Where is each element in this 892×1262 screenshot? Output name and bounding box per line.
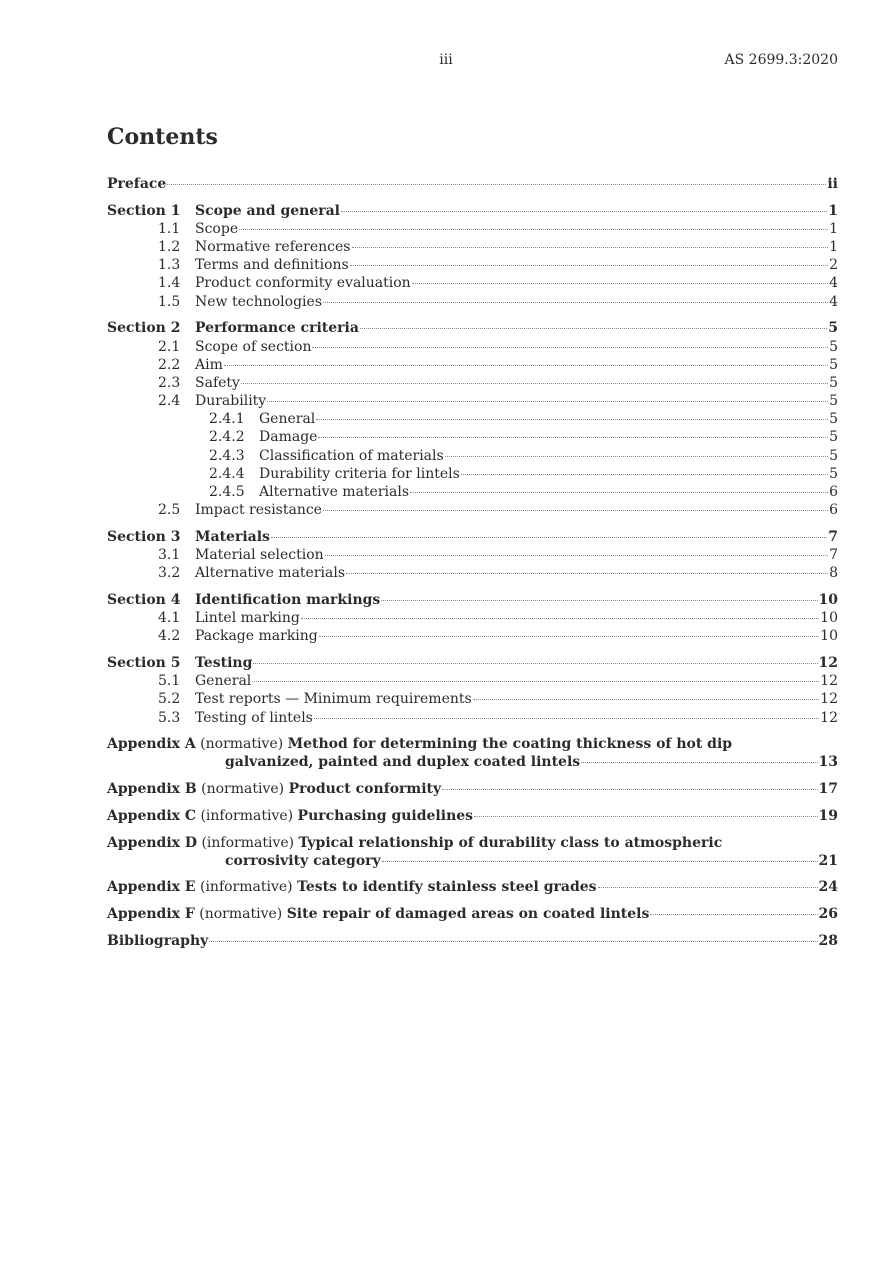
clause-title: Impact resistance (195, 502, 322, 519)
subclause-number: 2.4.2 (209, 429, 245, 446)
clause-title: Alternative materials (195, 565, 346, 582)
dot-leader (346, 573, 828, 574)
dot-leader (209, 941, 817, 942)
appendix-title: Typical relationship of durability class to atmospheric (298, 834, 723, 851)
toc-entry-appendix[interactable] (107, 905, 838, 923)
dot-leader (252, 681, 819, 682)
toc-entry-clause[interactable] (107, 609, 838, 627)
clause-title: Normative references (195, 239, 351, 256)
subclause-title: Alternative materials (259, 484, 410, 500)
clause-page: 1 (829, 239, 838, 256)
toc-entry-clause[interactable] (107, 709, 838, 727)
clause-number: 4.2 (158, 628, 181, 645)
dot-leader (253, 663, 817, 664)
toc-entry-appendix[interactable] (107, 878, 838, 896)
dot-leader (325, 555, 828, 556)
appendix-type: (normative) (201, 781, 285, 798)
clause-page: 4 (829, 293, 838, 310)
clause-number: 3.2 (158, 565, 181, 582)
subclause-title: Durability criteria for lintels (259, 465, 460, 482)
toc-entry-clause[interactable] (107, 690, 838, 708)
clause-title: Material selection (195, 547, 324, 564)
toc-entry-section[interactable] (107, 202, 838, 220)
appendix-heading (107, 905, 649, 923)
document-id: AS 2699.3:2020 (724, 52, 838, 68)
toc-entry-clause[interactable] (107, 220, 838, 238)
toc-entry-clause[interactable] (107, 274, 838, 292)
appendix-title-cont: corrosivity category (225, 852, 381, 869)
appendix-label: Appendix D (107, 834, 197, 851)
clause-number: 2.4 (158, 393, 181, 410)
clause-title: Test reports — Minimum requirements (195, 691, 472, 708)
clause-title: Testing of lintels (195, 709, 313, 726)
appendix-line (107, 807, 838, 825)
dot-leader (650, 914, 817, 915)
dot-leader (318, 437, 828, 438)
dot-leader (241, 383, 828, 384)
toc-entry-clause[interactable] (107, 501, 838, 519)
clause-page: 12 (820, 709, 838, 726)
clause-page: 4 (829, 275, 838, 292)
appendix-page: 13 (818, 754, 838, 771)
section-page: 7 (828, 528, 838, 545)
clause-title: Scope (195, 220, 239, 237)
section-title: Testing (195, 655, 253, 671)
clause-number: 2.3 (158, 374, 181, 391)
subclause-page: 5 (829, 411, 838, 428)
clause-title: Safety (195, 374, 240, 391)
dot-leader (239, 229, 828, 230)
section-title: Scope and general (195, 202, 341, 219)
clause-page: 2 (829, 257, 838, 274)
dot-leader (412, 283, 828, 284)
clause-number: 2.2 (158, 356, 181, 373)
section-title: Identification markings (195, 591, 381, 608)
subclause-number: 2.4.1 (209, 411, 245, 428)
appendix-page: 17 (818, 781, 838, 798)
clause-page: 5 (829, 393, 838, 410)
dot-leader (360, 328, 827, 329)
dot-leader (323, 302, 828, 303)
dot-leader (445, 456, 828, 457)
clause-page: 6 (829, 502, 838, 519)
subclause-page: 5 (829, 429, 838, 446)
dot-leader (350, 265, 828, 266)
clause-number: 2.5 (158, 502, 181, 519)
dot-leader (381, 600, 817, 601)
dot-leader (382, 861, 818, 862)
clause-number: 1.4 (158, 275, 181, 292)
section-page: 10 (818, 591, 838, 608)
toc-entry-clause[interactable] (107, 374, 838, 392)
clause-page: 5 (829, 338, 838, 355)
appendix-line (107, 878, 838, 896)
clause-page: 8 (829, 565, 838, 582)
appendix-title: Purchasing guidelines (297, 807, 474, 824)
subclause-page: 5 (829, 465, 838, 482)
toc-entry-clause[interactable] (107, 546, 838, 564)
subclause-page: 5 (829, 447, 838, 464)
dot-leader (271, 537, 827, 538)
clause-title: Lintel marking (195, 610, 300, 627)
dot-leader (323, 510, 828, 511)
toc-entry-appendix[interactable] (107, 807, 838, 825)
appendix-heading (107, 780, 441, 798)
section-page: 1 (828, 202, 838, 219)
toc-entry-subclause[interactable] (107, 465, 838, 483)
clause-page: 1 (829, 220, 838, 237)
clause-title: Product conformity evaluation (195, 275, 411, 292)
appendix-type: (normative) (199, 906, 283, 923)
clause-page: 5 (829, 374, 838, 391)
clause-number: 1.2 (158, 239, 181, 256)
appendix-page: 21 (818, 852, 838, 869)
dot-leader (474, 816, 817, 817)
toc-entry-bibliography[interactable] (107, 932, 838, 950)
subclause-number: 2.4.4 (209, 465, 245, 482)
clause-page: 12 (820, 691, 838, 708)
dot-leader (267, 401, 828, 402)
appendix-first-line (107, 735, 838, 753)
appendix-title: Product conformity (288, 781, 442, 798)
toc-entry-subclause[interactable] (107, 483, 838, 501)
section-title: Materials (195, 528, 270, 545)
dot-leader (301, 618, 819, 619)
section-label: Section 3 (107, 528, 181, 545)
toc-entry-clause[interactable] (107, 238, 838, 256)
toc-entry-clause[interactable] (107, 256, 838, 274)
clause-number: 1.5 (158, 293, 181, 310)
toc-entry-appendix[interactable] (107, 780, 838, 798)
clause-page: 5 (829, 356, 838, 373)
subclause-title: General (259, 411, 316, 428)
dot-leader (410, 492, 828, 493)
section-title: Performance criteria (195, 320, 359, 337)
dot-leader (312, 347, 828, 348)
dot-leader (473, 699, 819, 700)
subclause-page: 6 (829, 484, 838, 500)
toc-entry-clause[interactable] (107, 392, 838, 410)
toc-entry-clause[interactable] (107, 338, 838, 356)
dot-leader (598, 887, 818, 888)
clause-number: 2.1 (158, 338, 181, 355)
appendix-page: 24 (818, 879, 838, 896)
toc-entry-section[interactable] (107, 591, 838, 609)
clause-title: Scope of section (195, 338, 312, 355)
section-label: Section 1 (107, 202, 181, 219)
clause-number: 5.2 (158, 691, 181, 708)
dot-leader (341, 211, 827, 212)
section-label: Section 2 (107, 320, 181, 337)
clause-title: Aim (195, 356, 223, 373)
appendix-title: Tests to identify stainless steel grades (297, 879, 597, 896)
page-title: Contents (107, 124, 218, 150)
appendix-label: Appendix A (107, 736, 196, 753)
dot-leader (319, 636, 819, 637)
toc-entry-section[interactable] (107, 654, 838, 672)
table-of-contents (107, 175, 838, 950)
appendix-line (107, 905, 838, 923)
appendix-title-cont: galvanized, painted and duplex coated lintels (225, 754, 581, 771)
appendix-label: Appendix E (107, 879, 196, 896)
appendix-type: (informative) (201, 834, 295, 851)
toc-entry-appendix[interactable] (107, 735, 838, 771)
clause-page: 10 (820, 628, 838, 645)
entry-title: Preface (107, 176, 167, 192)
appendix-label: Appendix B (107, 781, 197, 798)
clause-number: 4.1 (158, 610, 181, 627)
clause-number: 3.1 (158, 547, 181, 564)
dot-leader (581, 762, 817, 763)
appendix-type: (normative) (200, 736, 284, 753)
toc-entry-clause[interactable] (107, 672, 838, 690)
toc-entry-preface[interactable] (107, 175, 838, 193)
dot-leader (314, 718, 819, 719)
clause-title: New technologies (195, 293, 322, 310)
toc-entry-section[interactable] (107, 528, 838, 546)
dot-leader (442, 789, 817, 790)
section-label: Section 5 (107, 655, 181, 671)
appendix-type: (informative) (199, 879, 293, 896)
appendix-heading (107, 807, 473, 825)
appendix-title: Site repair of damaged areas on coated lintels (286, 906, 650, 923)
appendix-line (107, 780, 838, 798)
clause-title: Terms and definitions (195, 257, 349, 274)
appendix-continuation-line (107, 852, 838, 870)
appendix-type: (informative) (200, 807, 294, 824)
appendix-label: Appendix F (107, 906, 195, 923)
clause-number: 5.1 (158, 673, 181, 690)
dot-leader (316, 419, 828, 420)
clause-page: 7 (829, 547, 838, 564)
clause-page: 12 (820, 673, 838, 690)
clause-number: 1.1 (158, 220, 181, 237)
entry-page: ii (827, 176, 838, 192)
clause-title: Durability (195, 393, 267, 410)
toc-entry-clause[interactable] (107, 356, 838, 374)
appendix-page: 26 (818, 906, 838, 923)
clause-number: 5.3 (158, 709, 181, 726)
entry-page: 28 (818, 932, 838, 949)
toc-entry-clause[interactable] (107, 564, 838, 582)
subclause-number: 2.4.5 (209, 484, 245, 500)
appendix-page: 19 (818, 807, 838, 824)
clause-title: Package marking (195, 628, 318, 645)
appendix-heading (107, 878, 597, 896)
appendix-first-line (107, 834, 838, 852)
dot-leader (352, 247, 829, 248)
toc-entry-section[interactable] (107, 319, 838, 337)
dot-leader (167, 184, 826, 185)
clause-number: 1.3 (158, 257, 181, 274)
clause-page: 10 (820, 610, 838, 627)
entry-title: Bibliography (107, 932, 209, 949)
dot-leader (224, 365, 828, 366)
appendix-continuation-line (107, 753, 838, 771)
section-label: Section 4 (107, 591, 181, 608)
toc-entry-clause[interactable] (107, 627, 838, 645)
dot-leader (461, 474, 828, 475)
toc-entry-subclause[interactable] (107, 447, 838, 465)
page-number: iii (439, 52, 453, 68)
section-page: 12 (818, 655, 838, 671)
toc-entry-subclause[interactable] (107, 410, 838, 428)
clause-title: General (195, 673, 252, 690)
appendix-label: Appendix C (107, 807, 196, 824)
toc-entry-subclause[interactable] (107, 428, 838, 446)
appendix-title: Method for determining the coating thickness of hot dip (287, 736, 733, 753)
subclause-title: Damage (259, 429, 318, 446)
toc-entry-clause[interactable] (107, 293, 838, 311)
subclause-title: Classification of materials (259, 447, 444, 464)
subclause-number: 2.4.3 (209, 447, 245, 464)
toc-entry-appendix[interactable] (107, 834, 838, 870)
section-page: 5 (828, 320, 838, 337)
